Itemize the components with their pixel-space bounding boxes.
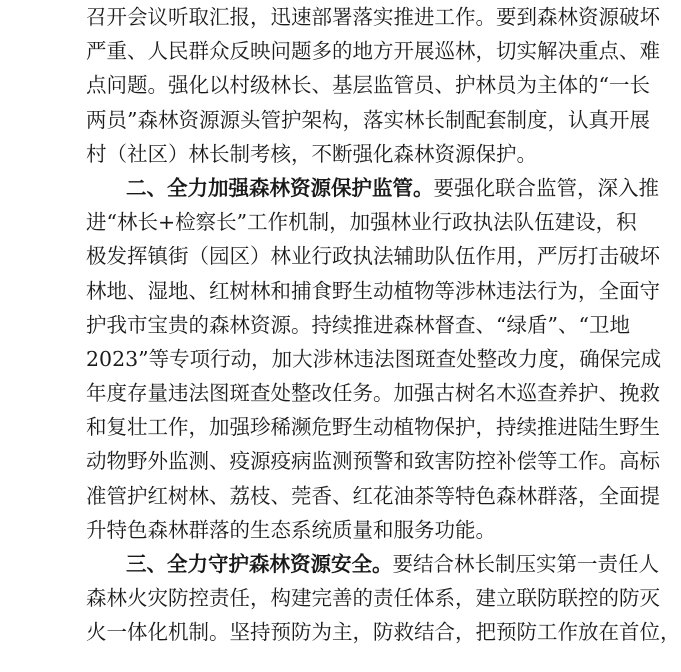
- paragraph-text: 要强化联合监管，深入推: [433, 175, 659, 200]
- text-line: [86, 171, 659, 205]
- section-heading: 二、全力加强森林资源保护监管。: [126, 175, 434, 200]
- text-line: 进“林长+检察长”工作机制，加强林业行政执法队伍建设，积: [86, 210, 637, 235]
- paragraph-1: [86, 0, 660, 171]
- text-line: 林地、湿地、红树林和捕食野生动植物等涉林违法行为，全面守: [86, 278, 660, 303]
- section-heading: 三、全力守护森林资源安全。: [126, 552, 393, 576]
- text-line: 年度存量违法图斑查处整改任务。加强古树名木巡查养护、挽救: [86, 381, 660, 406]
- text-line: 极发挥镇街（园区）林业行政执法辅助队伍作用，严厉打击破坏: [86, 244, 660, 269]
- text-line: 村（社区）林长制考核，不断强化森林资源保护。: [86, 141, 537, 166]
- document-body: [86, 0, 681, 650]
- text-line: 准管护红树林、荔枝、莞香、红花油茶等特色森林群落，全面提: [86, 483, 660, 508]
- text-line: 升特色森林群落的生态系统质量和服务功能。: [86, 517, 496, 542]
- text-line: 两员”森林资源源头管护架构，落实林长制配套制度，认真开展: [86, 107, 650, 132]
- text-line: 召开会议听取汇报，迅速部署落实推进工作。要到森林资源破坏: [86, 5, 660, 29]
- text-line: 护我市宝贵的森林资源。持续推进森林督查、“绿盾”、“卫地: [86, 312, 630, 337]
- paragraph-3: [86, 547, 681, 650]
- paragraph-2: [86, 171, 662, 547]
- text-line: 森林火灾防控责任，构建完善的责任体系，建立联防联控的防灭: [86, 586, 660, 611]
- text-line: 严重、人民群众反映问题多的地方开展巡林，切实解决重点、难: [86, 39, 660, 64]
- text-line: 2023”等专项行动，加大涉林违法图斑查处整改力度，确保完成: [86, 346, 662, 371]
- text-line: 动物野外监测、疫源疫病监测预警和致害防控补偿等工作。高标: [86, 449, 660, 474]
- text-line: 火一体化机制。坚持预防为主，防救结合，把预防工作放在首位，: [86, 620, 681, 645]
- paragraph-text: 要结合林长制压实第一责任人: [392, 552, 659, 576]
- text-line: 和复壮工作，加强珍稀濒危野生动植物保护，持续推进陆生野生: [86, 415, 660, 440]
- text-line: [86, 547, 659, 581]
- text-line: 点问题。强化以村级林长、基层监管员、护林员为主体的“一长: [86, 73, 650, 98]
